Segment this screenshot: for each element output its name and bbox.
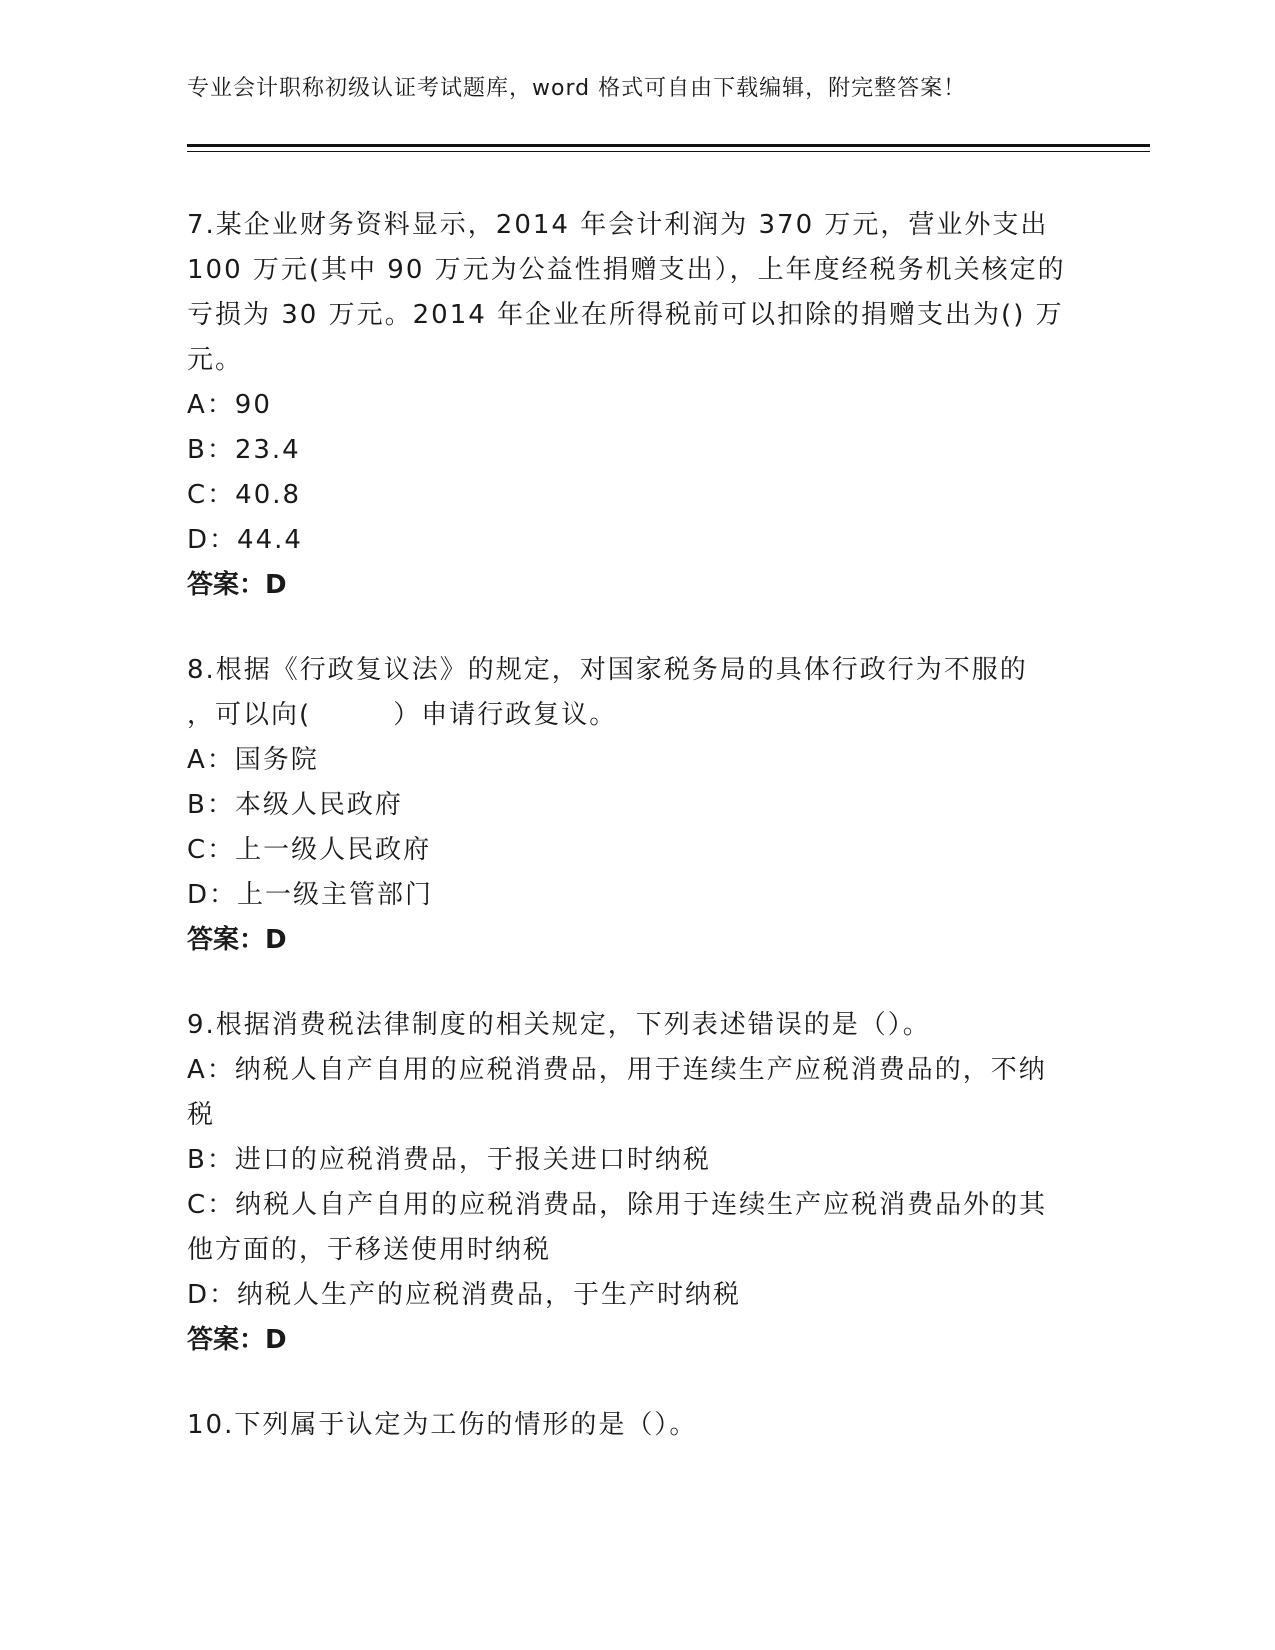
option-d: D：44.4 bbox=[187, 525, 303, 555]
option-c: C：纳税人自产自用的应税消费品，除用于连续生产应税消费品外的其 bbox=[187, 1190, 1048, 1220]
answer-line: 答案：D bbox=[187, 570, 287, 600]
option-d: D：纳税人生产的应税消费品，于生产时纳税 bbox=[187, 1280, 742, 1310]
question-line: 10.下列属于认定为工伤的情形的是（）。 bbox=[187, 1410, 698, 1440]
option-c-continued: 他方面的，于移送使用时纳税 bbox=[187, 1235, 552, 1265]
question-line: 8.根据《行政复议法》的规定，对国家税务局的具体行政行为不服的 bbox=[187, 655, 1028, 685]
option-a: A：90 bbox=[187, 390, 272, 420]
question-line: ，可以向( ）申请行政复议。 bbox=[187, 700, 618, 730]
option-b: B：进口的应税消费品，于报关进口时纳税 bbox=[187, 1145, 711, 1175]
question-line: 亏损为 30 万元。2014 年企业在所得税前可以扣除的捐赠支出为() 万 bbox=[187, 300, 1064, 330]
question-list bbox=[187, 203, 1087, 1448]
option-a: A：国务院 bbox=[187, 745, 319, 775]
option-b: B：本级人民政府 bbox=[187, 790, 403, 820]
question-line: 7.某企业财务资料显示，2014 年会计利润为 370 万元，营业外支出 bbox=[187, 210, 1049, 240]
option-a-continued: 税 bbox=[187, 1100, 216, 1130]
question-9 bbox=[187, 1003, 1087, 1363]
question-line: 100 万元(其中 90 万元为公益性捐赠支出），上年度经税务机关核定的 bbox=[187, 255, 1066, 285]
option-c: C：上一级人民政府 bbox=[187, 835, 432, 865]
question-10 bbox=[187, 1403, 1087, 1448]
option-a: A：纳税人自产自用的应税消费品，用于连续生产应税消费品的，不纳 bbox=[187, 1055, 1047, 1085]
page-header: 专业会计职称初级认证考试题库，word 格式可自由下载编辑，附完整答案！ bbox=[187, 76, 967, 101]
option-c: C：40.8 bbox=[187, 480, 302, 510]
answer-line: 答案：D bbox=[187, 1325, 287, 1355]
header-divider-thin bbox=[187, 151, 1150, 152]
option-b: B：23.4 bbox=[187, 435, 301, 465]
header-divider-thick bbox=[187, 144, 1150, 147]
answer-line: 答案：D bbox=[187, 925, 287, 955]
option-d: D：上一级主管部门 bbox=[187, 880, 434, 910]
question-8 bbox=[187, 648, 1087, 963]
question-7 bbox=[187, 203, 1087, 608]
question-line: 9.根据消费税法律制度的相关规定，下列表述错误的是（）。 bbox=[187, 1010, 931, 1040]
question-line: 元。 bbox=[187, 345, 244, 375]
